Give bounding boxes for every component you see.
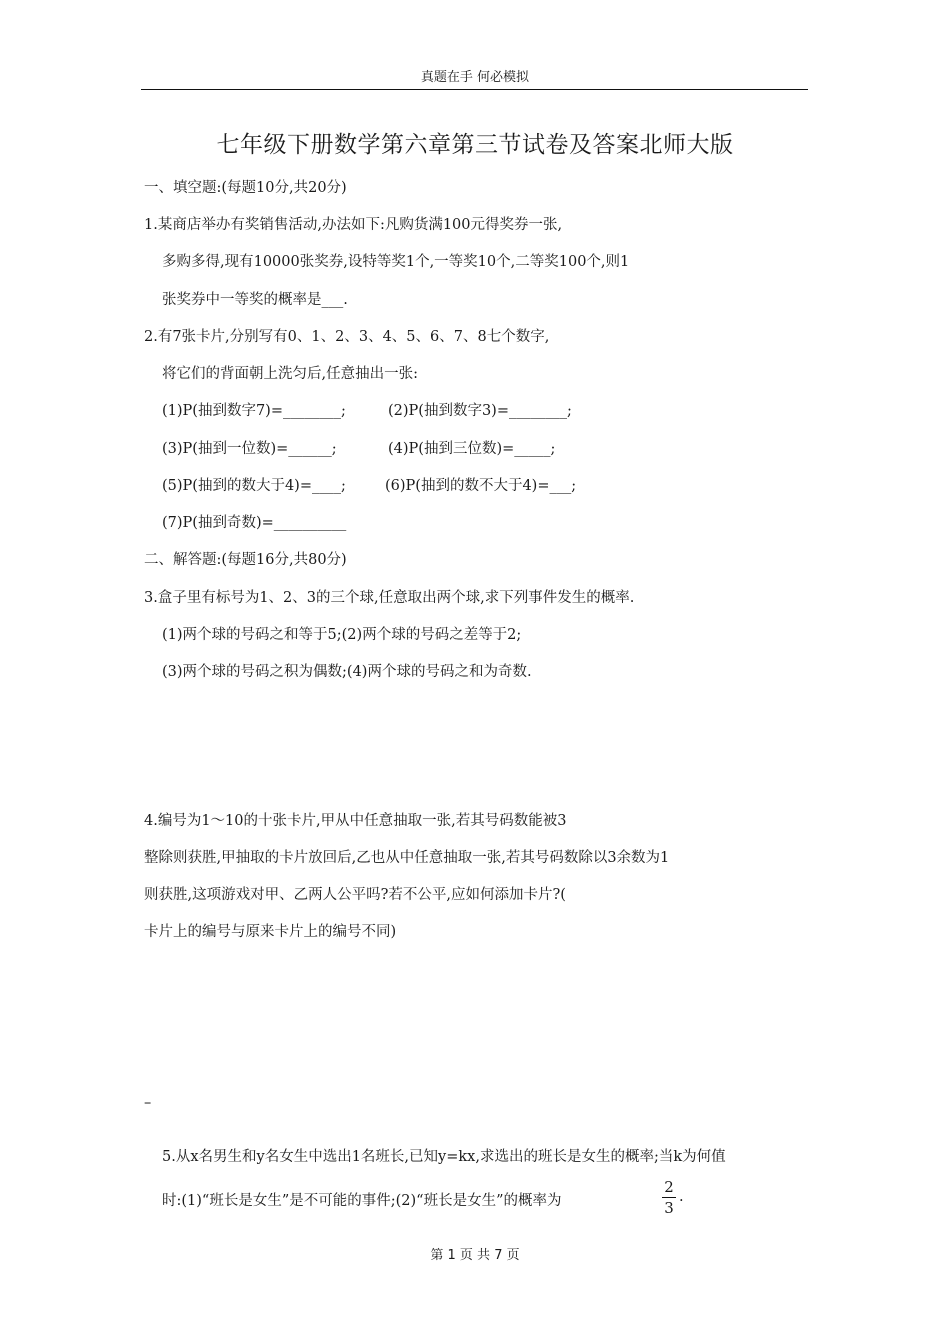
fraction-two-thirds: [662, 1178, 676, 1217]
q4-line-4: 卡片上的编号与原来卡片上的编号不同): [144, 924, 397, 940]
fraction-bar: [662, 1197, 676, 1198]
q2-line-2: 将它们的背面朝上洗匀后,任意抽出一张:: [162, 366, 418, 382]
fraction-denominator: 3: [664, 1199, 674, 1217]
q5-line-2: [162, 1189, 562, 1210]
page-footer: 第 1 页 共 7 页: [430, 1248, 520, 1263]
stray-dash: –: [144, 1095, 152, 1111]
q2-part-4: (4)P(抽到三位数)=_____;: [388, 441, 556, 457]
header-divider: [141, 89, 808, 90]
q5-period: .: [679, 1189, 684, 1205]
q3-line-3: (3)两个球的号码之积为偶数;(4)两个球的号码之和为奇数.: [162, 664, 532, 680]
q2-part-6: (6)P(抽到的数不大于4)=___;: [385, 478, 577, 494]
section-2-heading: 二、解答题:(每题16分,共80分): [144, 552, 347, 568]
q1-line-3: 张奖券中一等奖的概率是___.: [162, 292, 348, 308]
q3-line-1: 3.盒子里有标号为1、2、3的三个球,任意取出两个球,求下列事件发生的概率.: [144, 590, 635, 606]
q2-part-1: (1)P(抽到数字7)=________;: [162, 403, 346, 419]
q1-line-2: 多购多得,现有10000张奖券,设特等奖1个,一等奖10个,二等奖100个,则1: [162, 254, 630, 270]
fraction-numerator: 2: [664, 1178, 674, 1196]
q3-line-2: (1)两个球的号码之和等于5;(2)两个球的号码之差等于2;: [162, 627, 522, 643]
document-title: 七年级下册数学第六章第三节试卷及答案北师大版: [216, 132, 734, 158]
q4-line-2: 整除则获胜,甲抽取的卡片放回后,乙也从中任意抽取一张,若其号码数除以3余数为1: [144, 850, 670, 866]
q5-line-2-text: 时:(1)“班长是女生”是不可能的事件;(2)“班长是女生”的概率为: [162, 1193, 562, 1209]
q2-part-5: (5)P(抽到的数大于4)=____;: [162, 478, 346, 494]
section-1-heading: 一、填空题:(每题10分,共20分): [144, 180, 347, 196]
q4-line-1: 4.编号为1～10的十张卡片,甲从中任意抽取一张,若其号码数能被3: [144, 813, 567, 829]
q1-line-1: 1.某商店举办有奖销售活动,办法如下:凡购货满100元得奖券一张,: [144, 217, 563, 233]
q2-part-7: (7)P(抽到奇数)=__________: [162, 515, 347, 531]
page-header: 真题在手 何必模拟: [420, 70, 530, 85]
q2-part-2: (2)P(抽到数字3)=________;: [388, 403, 572, 419]
q2-line-1: 2.有7张卡片,分别写有0、1、2、3、4、5、6、7、8七个数字,: [144, 329, 550, 345]
q4-line-3: 则获胜,这项游戏对甲、乙两人公平吗?若不公平,应如何添加卡片?(: [144, 887, 566, 903]
q2-part-3: (3)P(抽到一位数)=______;: [162, 441, 337, 457]
q5-line-1: 5.从x名男生和y名女生中选出1名班长,已知y=kx,求选出的班长是女生的概率;当k为何值: [162, 1149, 726, 1165]
